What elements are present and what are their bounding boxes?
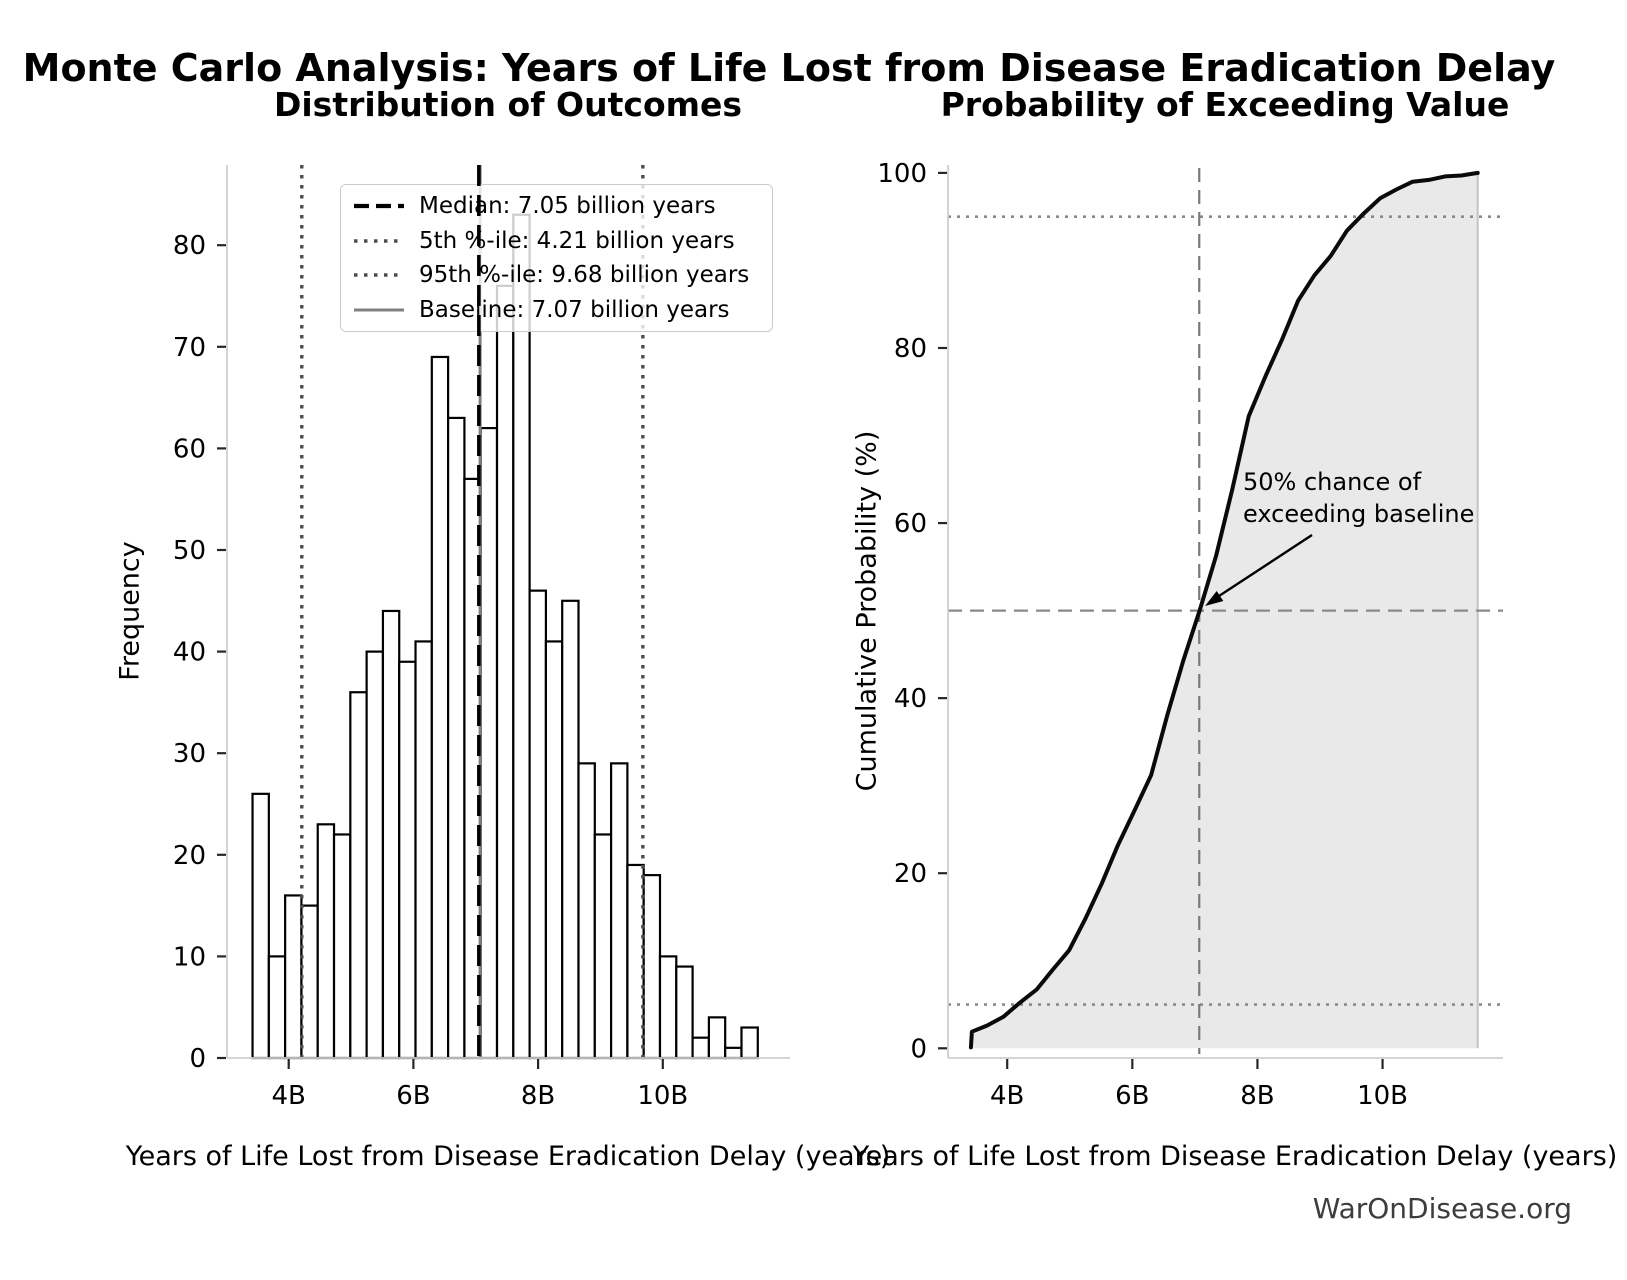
legend-baseline-line-sample bbox=[353, 305, 405, 315]
figure-title: Monte Carlo Analysis: Years of Life Lost from Disease Eradication Delay bbox=[22, 46, 1556, 90]
histogram-bar bbox=[253, 794, 269, 1058]
y-tick-label: 100 bbox=[877, 158, 927, 189]
x-tick-label: 4B bbox=[271, 1081, 306, 1111]
histogram-bar bbox=[448, 418, 464, 1058]
legend bbox=[340, 184, 773, 332]
legend-item bbox=[353, 224, 764, 258]
histogram-bar bbox=[350, 692, 366, 1058]
histogram-bar bbox=[709, 1017, 725, 1058]
y-tick-label: 40 bbox=[893, 684, 927, 715]
histogram-bar bbox=[318, 824, 334, 1058]
y-tick-label: 40 bbox=[172, 637, 206, 668]
legend-item bbox=[353, 293, 764, 327]
y-tick-label: 0 bbox=[189, 1044, 206, 1074]
legend-item bbox=[353, 189, 764, 223]
histogram-bar bbox=[513, 215, 529, 1058]
left-y-axis-label: Frequency bbox=[114, 541, 146, 681]
x-tick-label: 8B bbox=[1240, 1081, 1275, 1111]
x-tick-label: 6B bbox=[396, 1081, 431, 1111]
histogram-bar bbox=[644, 875, 660, 1058]
right-chart-title: Probability of Exceeding Value bbox=[940, 85, 1510, 124]
histogram-bar bbox=[432, 357, 448, 1058]
annotation-line: exceeding baseline bbox=[1243, 500, 1475, 528]
histogram-bar bbox=[399, 662, 415, 1058]
y-tick-label: 20 bbox=[893, 859, 927, 890]
histogram-bar bbox=[285, 895, 301, 1058]
histogram-bar bbox=[693, 1038, 709, 1058]
y-tick-label: 20 bbox=[172, 840, 206, 871]
right-y-axis-label: Cumulative Probability (%) bbox=[851, 430, 883, 792]
histogram-bar bbox=[383, 611, 399, 1058]
histogram-bar bbox=[301, 906, 317, 1058]
x-tick-label: 10B bbox=[637, 1081, 689, 1111]
legend-95th-percentile-line-sample bbox=[353, 270, 405, 280]
y-tick-label: 70 bbox=[172, 332, 206, 363]
legend-item bbox=[353, 258, 764, 292]
legend-item-label: Median: 7.05 billion years bbox=[419, 193, 716, 220]
annotation-line: 50% chance of bbox=[1243, 468, 1422, 496]
legend-item-label: 95th %-ile: 9.68 billion years bbox=[419, 262, 750, 289]
x-tick-label: 8B bbox=[520, 1081, 556, 1111]
histogram-bar bbox=[334, 834, 350, 1058]
histogram-bar bbox=[269, 956, 285, 1058]
histogram-bar bbox=[497, 286, 513, 1058]
histogram-bar bbox=[546, 641, 562, 1058]
cdf-annotation bbox=[1243, 466, 1474, 530]
histogram-bar bbox=[562, 601, 578, 1058]
histogram-bar bbox=[530, 591, 546, 1058]
y-tick-label: 60 bbox=[172, 434, 206, 465]
watermark: WarOnDisease.org bbox=[1312, 1192, 1572, 1225]
histogram-bar bbox=[627, 865, 643, 1058]
histogram-bar bbox=[481, 428, 497, 1058]
legend-5th-percentile-line-sample bbox=[353, 236, 405, 246]
histogram-bar bbox=[367, 652, 383, 1058]
histogram-bar bbox=[660, 956, 676, 1058]
y-tick-label: 60 bbox=[893, 509, 927, 540]
y-tick-label: 10 bbox=[172, 942, 206, 973]
y-tick-label: 30 bbox=[172, 739, 206, 770]
legend-item-label: 5th %-ile: 4.21 billion years bbox=[419, 227, 735, 254]
left-x-axis-label: Years of Life Lost from Disease Eradication Delay (years) bbox=[125, 1141, 891, 1172]
y-tick-label: 50 bbox=[172, 536, 206, 566]
histogram-bar bbox=[464, 479, 480, 1058]
histogram-bar bbox=[416, 641, 432, 1058]
right-x-axis-label: Years of Life Lost from Disease Eradication Delay (years) bbox=[852, 1141, 1618, 1172]
y-tick-label: 0 bbox=[910, 1034, 927, 1065]
histogram-bar bbox=[611, 763, 627, 1058]
histogram-bar bbox=[595, 834, 611, 1058]
legend-item-label: Baseline: 7.07 billion years bbox=[419, 296, 730, 323]
histogram-bar bbox=[676, 967, 692, 1058]
y-tick-label: 80 bbox=[172, 231, 206, 262]
x-tick-label: 4B bbox=[990, 1081, 1025, 1111]
x-tick-label: 6B bbox=[1115, 1081, 1150, 1111]
y-tick-label: 80 bbox=[893, 333, 927, 364]
x-tick-label: 10B bbox=[1357, 1081, 1409, 1111]
histogram-bar bbox=[579, 763, 595, 1058]
left-chart-title: Distribution of Outcomes bbox=[273, 85, 743, 124]
histogram-bar bbox=[725, 1048, 741, 1058]
legend-median-line-sample bbox=[353, 201, 405, 211]
histogram-bar bbox=[741, 1028, 757, 1058]
